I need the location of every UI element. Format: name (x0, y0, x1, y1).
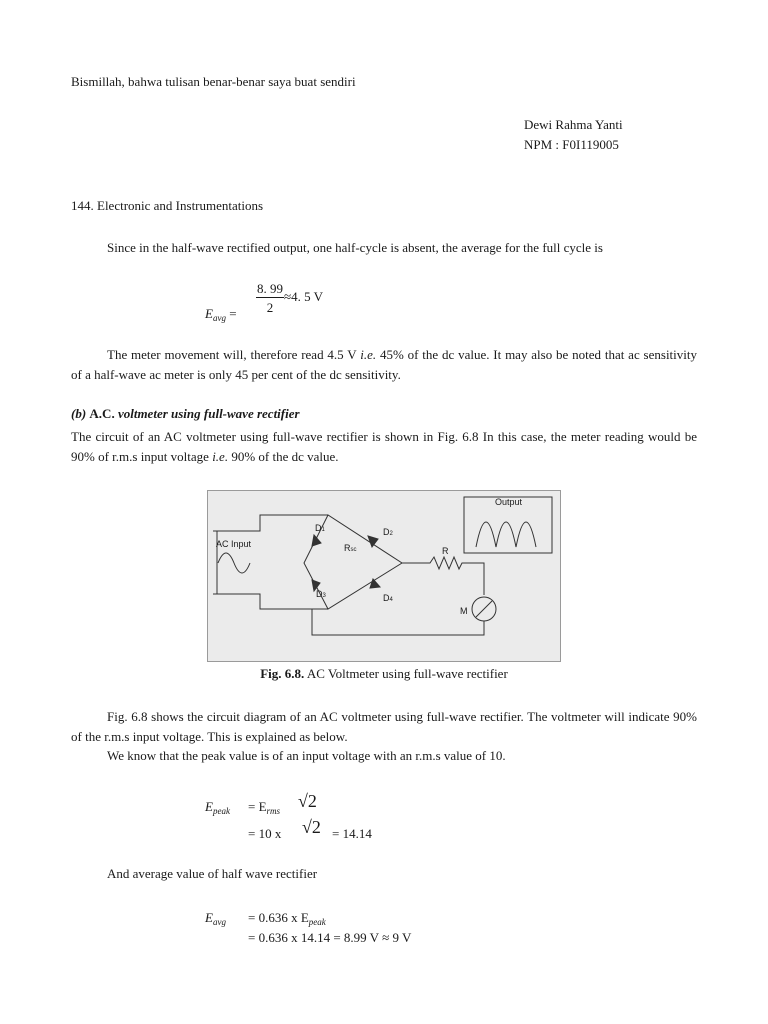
wire-bottom (213, 594, 328, 609)
heading-fullwave: (b) A.C. voltmeter using full-wave rectifier (71, 406, 300, 421)
label-d4: D4 (383, 593, 393, 603)
label-d2: D2 (383, 527, 393, 537)
eq1-result: ≈4. 5 V (284, 289, 324, 304)
sqrt-two-1: √2 (298, 791, 317, 811)
diode-d2 (368, 536, 378, 547)
eq1-numerator: 8. 99 (257, 281, 283, 296)
eq3-lhs: $E_{avg}$ (205, 910, 226, 927)
eq2-lhs: $E_{peak}$ (205, 799, 230, 816)
paragraph-average-value: And average value of half wave rectifier (107, 866, 318, 881)
label-d3: D3 (316, 589, 326, 599)
paragraph-meter-movement: The meter movement will, therefore read 4.5 V i.e. 45% of the dc value. It may also be noted that ac sensitivity of a half-wave ac meter is only 45 per cent of the dc sensitivity. (71, 347, 697, 382)
eq3-line1: = 0.636 x $E_{peak}$ (248, 910, 326, 927)
resistor-wire (402, 557, 484, 595)
wire-return (312, 609, 484, 635)
eq2-line2: = 10 x (248, 826, 282, 841)
label-m: M (460, 606, 468, 616)
output-label: Output (495, 497, 523, 507)
paragraph-circuit-intro: The circuit of an AC voltmeter using full-wave rectifier is shown in Fig. 6.8 In this case, the meter reading would be 90% of r.m.s input voltage i.e. 90% of the dc value. (71, 429, 697, 464)
ac-input-label: AC Input (216, 539, 252, 549)
figure-caption: Fig. 6.8. AC Voltmeter using full-wave rectifier (260, 666, 508, 681)
circuit-figure (207, 490, 561, 662)
paragraph-half-wave: Since in the half-wave rectified output, one half-cycle is absent, the average for the full cycle is (107, 240, 603, 255)
section-title: 144. Electronic and Instrumentations (71, 198, 264, 213)
author-name: Dewi Rahma Yanti (524, 117, 623, 132)
label-rsc: Rsc (344, 543, 357, 553)
paragraph-peak-value: We know that the peak value is of an input voltage with an r.m.s value of 10. (107, 748, 506, 763)
wire-top (213, 515, 328, 531)
label-d1: D1 (315, 523, 325, 533)
diode-d1 (312, 535, 321, 546)
input-waveform (218, 553, 250, 573)
output-waveform (476, 522, 536, 547)
circuit-diagram (208, 491, 560, 661)
eq2-line1: = $E_{rms}$ (248, 799, 281, 816)
eq1-denominator: 2 (266, 300, 274, 315)
eq2-line2-result: = 14.14 (332, 826, 372, 841)
eq1-lhs: $E_{avg}$ = (205, 306, 237, 323)
fraction-bar (256, 297, 284, 298)
declaration-text: Bismillah, bahwa tulisan benar-benar saya buat sendiri (71, 74, 356, 89)
label-r: R (442, 546, 449, 556)
paragraph-fig-description: Fig. 6.8 shows the circuit diagram of an AC voltmeter using full-wave rectifier. The voltmeter will indicate 90% of the r.m.s input voltage. This is explained as below. (71, 709, 697, 744)
meter-needle (476, 601, 492, 617)
sqrt-two-2: √2 (302, 817, 321, 837)
eq3-line2: = 0.636 x 14.14 = 8.99 V ≈ 9 V (248, 930, 412, 945)
author-npm: NPM : F0I119005 (524, 137, 619, 152)
